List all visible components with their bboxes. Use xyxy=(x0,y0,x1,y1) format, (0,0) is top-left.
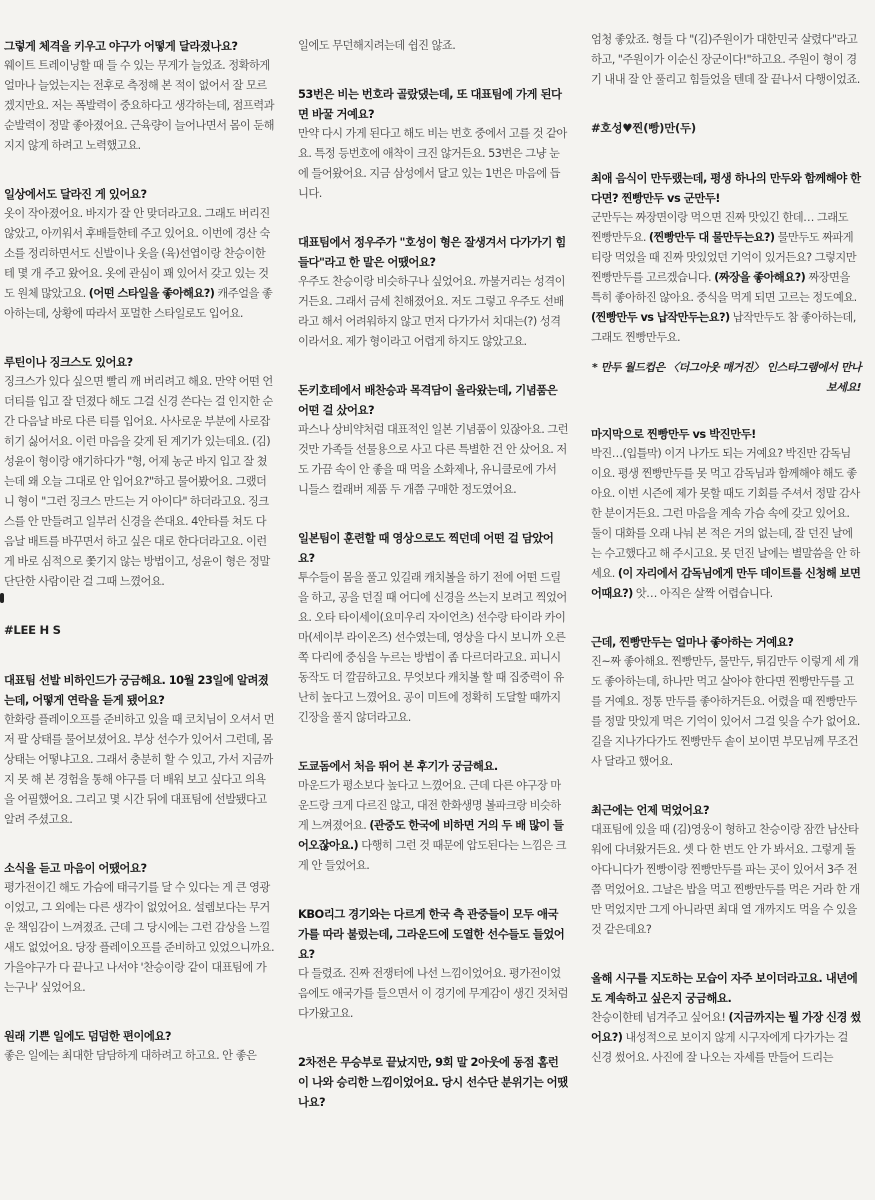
column-3 xyxy=(591,30,861,1096)
interview-answer: 박진…(입틀막) 이거 나가도 되는 거예요? 박진만 감독님이요. 평생 찐빵만두를 못 먹고 감독님과 함께해야 해도 좋아요. 이번 시즌에 제가 못할 때도 기회를 주셔서 정말 감사한 분이거든요. 그런 마음을 계속 가슴 속에 갖고 있어요. 둘이 대화를 오래 나눠 본 적은 거의 없는데, 잘 던진 날에는 수고했다고 해 주시고요. 못 던진 날에는 별말씀을 안 하세요. (이 자리에서 감독님에게 만두 데이트를 신청해 보면 어때요?) 앗… 아직은 살짝 어렵습니다. xyxy=(591,447,861,600)
interview-answer: 군만두는 짜장면이랑 먹으면 진짜 맛있긴 한데… 그래도 찐빵만두요. (찐빵만두 대 물만두는요?) 물만두도 짜파게티랑 먹었을 때 진짜 맛있었던 기억이 있거든요? 그렇지만 찐빵만두를 고르겠습니다. (짜장을 좋아해요?) 짜장면을 특히 좋아하진 않아요. 중식을 먹게 되면 고르는 정도예요. (찐빵만두 vs 납작만두는요?) 납작만두도 참 좋아하는데, 그래도 찐빵만두요. xyxy=(591,211,857,344)
interview-question: 최애 음식이 만두랬는데, 평생 하나의 만두와 함께해야 한다면? 찐빵만두 vs 군만두! xyxy=(591,171,861,205)
interview-question: 올해 시구를 지도하는 모습이 자주 보이더라고요. 내년에도 계속하고 싶은지 궁금해요. xyxy=(591,971,858,1005)
interviewer-followup: (짜장을 좋아해요?) xyxy=(714,271,806,284)
interview-answer: 진~짜 좋아해요. 찐빵만두, 물만두, 튀김만두 이렇게 세 개도 좋아하는데, 하나만 먹고 살아야 한다면 찐빵만두를 고를 거예요. 정통 만두를 좋아하거든요. 어렸을 때 찐빵만두를 정말 맛있게 먹은 기억이 있어서 그걸 잊을 수가 없어요. 길을 지나가다가도 찐빵만두 솥이 보이면 부모님께 무조건 사 달라고 했어요. xyxy=(591,655,860,768)
interview-answer: 파스나 상비약처럼 대표적인 일본 기념품이 있잖아요. 그런 것만 가족들 선물용으로 사고 다른 특별한 건 안 샀어요. 저도 가끔 속이 안 좋을 때 먹을 소화제나, 유니클로에 가서 니들스 컬래버 제품 두 개쯤 구매한 정도였어요. xyxy=(298,423,568,496)
interview-question: 루틴이나 징크스도 있어요? xyxy=(4,355,133,369)
interview-answer: 한화랑 플레이오프를 준비하고 있을 때 코치님이 오셔서 먼저 팔 상태를 물어보셨어요. 부상 선수가 있어서 그런데, 몸 상태는 어떻냐고요. 그래서 충분히 할 수 있고, 가서 지금까지 못 해 본 경험을 통해 야구를 더 배워 보고 싶다고 의욕을 어필했어요. 그리고 몇 시간 뒤에 대표팀에 선발됐다고 알려 주셨고요. xyxy=(4,713,274,826)
interviewer-followup: (찐빵만두 vs 납작만두는요?) xyxy=(591,311,730,324)
interview-question: 2차전은 무승부로 끝났지만, 9회 말 2아웃에 동점 홈런이 나와 승리한 느낌이었어요. 당시 선수단 분위기는 어땠나요? xyxy=(298,1055,568,1109)
interviewer-followup: (지금까지는 뭘 가장 신경 썼어요?) xyxy=(591,1011,861,1044)
interview-question: 그렇게 체격을 키우고 야구가 어떻게 달라졌나요? xyxy=(4,39,238,53)
interview-question: 소식을 듣고 마음이 어땠어요? xyxy=(4,861,147,875)
interview-question: 대표팀에서 정우주가 "호성이 형은 잘생겨서 다가가기 힘들다"라고 한 말은 어땠어요? xyxy=(298,235,566,269)
interview-question: 대표팀 선발 비하인드가 궁금해요. 10월 23일에 알려졌는데, 어떻게 연락을 듣게 됐어요? xyxy=(4,673,269,707)
interviewer-followup: (어떤 스타일을 좋아해요?) xyxy=(88,287,215,300)
interview-question: 마지막으로 찐빵만두 vs 박진만두! xyxy=(591,427,756,441)
interview-answer: 평가전이긴 해도 가슴에 태극기를 달 수 있다는 게 큰 영광이었고, 그 외에는 다른 생각이 없었어요. 설렘보다는 무거운 책임감이 느껴졌죠. 근데 그 당시에는 그런 감상을 느낄 새도 없었어요. 당장 플레이오프를 준비하고 있었으니까요. 가을야구가 다 끝나고 나서야 '찬승이랑 같이 대표팀에 가는구나' 싶었어요. xyxy=(4,881,274,994)
interview-answer: 대표팀에 있을 때 (김)영웅이 형하고 찬승이랑 잠깐 남산타워에 다녀왔거든요. 셋 다 한 번도 안 가 봐서요. 그렇게 돌아다니다가 찐빵이랑 찐빵만두를 파는 곳이 있어서 3주 전쯤 먹었어요. 그날은 밥을 먹고 찐빵만두를 먹은 거라 한 개만 먹었지만 그게 아니라면 최대 열 개까지도 먹을 수 있을 것 같은데요? xyxy=(591,823,860,936)
interview-question: KBO리그 경기와는 다르게 한국 측 관중들이 모두 애국가를 따라 불렀는데, 그라운드에 도열한 선수들도 들었어요? xyxy=(298,907,565,961)
interviewer-followup: (찐빵만두 대 물만두는요?) xyxy=(648,231,775,244)
interview-question: 원래 기쁜 일에도 덤덤한 편이에요? xyxy=(4,1029,172,1043)
interview-answer: 웨이트 트레이닝할 때 들 수 있는 무게가 늘었죠. 정확하게 얼마나 늘었는지는 전후로 측정해 본 적이 없어서 잘 모르겠지만요. 저는 폭발력이 중요하다고 생각하는데, 점프력과 순발력이 정말 좋아졌어요. 근육량이 늘어나면서 몸이 둔해지지 않게 하려고 노력했고요. xyxy=(4,59,274,152)
interview-answer: 옷이 작아졌어요. 바지가 잘 안 맞더라고요. 그래도 버리진 않았고, 아끼워서 후배들한테 주고 있어요. 이번에 경산 숙소를 정리하면서도 신발이나 옷을 (육)선엽이랑 찬승이한테 몇 개 주고 왔어요. 옷에 관심이 꽤 있어서 갖고 있는 것도 원체 많았고요. (어떤 스타일을 좋아해요?) 캐주얼을 좋아하는데, 상황에 따라서 포멀한 스타일로도 입어요. xyxy=(4,207,273,320)
interview-question: 53번은 비는 번호라 골랐댔는데, 또 대표팀에 가게 된다면 바꿀 거예요? xyxy=(298,87,562,121)
interview-question: 돈키호테에서 배찬승과 목격담이 올라왔는데, 기념품은 어떤 걸 샀어요? xyxy=(298,383,558,417)
interview-question: 일본팀이 훈련할 때 영상으로도 찍던데 어떤 걸 담았어요? xyxy=(298,531,554,565)
section-hashtag: #LEE H S xyxy=(4,623,61,637)
interview-answer: 마운드가 평소보다 높다고 느꼈어요. 근데 다른 야구장 마운드랑 크게 다르진 않고, 대전 한화생명 볼파크랑 비슷하게 느껴졌어요. (관중도 한국에 비하면 거의 두 배 많이 들어오잖아요.) 다행히 그런 것 때문에 압도된다는 느낌은 크게 안 들었어요. xyxy=(298,779,566,872)
interview-question: 도쿄돔에서 처음 뛰어 본 후기가 궁금해요. xyxy=(298,759,498,773)
column-1 xyxy=(4,36,274,1094)
column-2 xyxy=(298,36,568,1112)
interview-answer: 만약 다시 가게 된다고 해도 비는 번호 중에서 고를 것 같아요. 특정 등번호에 애착이 크진 않거든요. 53번은 그냥 눈에 들어왔어요. 지금 삼성에서 달고 있는 1번은 마음에 듭니다. xyxy=(298,127,567,200)
interview-answer: 우주도 찬승이랑 비슷하구나 싶었어요. 까불거리는 성격이거든요. 그래서 금세 친해졌어요. 저도 그렇고 우주도 선배라고 해서 어려워하지 않고 먼저 다가가서 치대는(?) 성격이라서요. 제가 형이라고 어렵게 하지도 않았고요. xyxy=(298,275,565,348)
section-hashtag: #호성♥찐(빵)만(두) xyxy=(591,121,696,135)
interview-question: 최근에는 언제 먹었어요? xyxy=(591,803,710,817)
interview-answer: 찬승이한테 넘겨주고 싶어요! (지금까지는 뭘 가장 신경 썼어요?) 내성적으로 보이지 않게 시구자에게 다가가는 걸 신경 썼어요. 사진에 잘 나오는 자세를 만들어 드리는 xyxy=(591,1011,861,1064)
interview-answer: 다 들렸죠. 진짜 전쟁터에 나선 느낌이었어요. 평가전이었음에도 애국가를 들으면서 이 경기에 무게감이 생긴 것처럼 다가왔고요. xyxy=(298,967,568,1020)
interview-answer: 좋은 일에는 최대한 담담하게 대하려고 하고요. 안 좋은 xyxy=(4,1049,257,1062)
interviewer-followup: (관중도 한국에 비하면 거의 두 배 많이 들어오잖아요.) xyxy=(298,819,564,852)
interview-question: 근데, 찐빵만두는 얼마나 좋아하는 거예요? xyxy=(591,635,794,649)
interview-answer: 일에도 무던해지려는데 쉽진 않죠. xyxy=(298,39,456,52)
instagram-note: * 만두 월드컵은 〈더그아웃 매거진〉 인스타그램에서 만나 보세요! xyxy=(592,361,861,394)
interview-question: 일상에서도 달라진 게 있어요? xyxy=(4,187,147,201)
interview-answer: 투수들이 몸을 풀고 있길래 캐치볼을 하기 전에 어떤 드릴을 하고, 공을 던질 때 어디에 신경을 쓰는지 보려고 찍었어요. 오타 타이세이(요미우리 자이언츠) 선수랑 타이라 카이마(세이부 라이온즈) 선수였는데, 영상을 다시 보니까 오른쪽 다리에 중심을 누르는 방법이 좀 다르더라고요. 피니시 동작도 더 깔끔하고요. 무엇보다 캐치볼 할 때 집중력이 유난히 높다고 느꼈어요. 공이 미트에 정확히 도달할 때까지 긴장을 풀지 않더라고요. xyxy=(298,571,567,724)
interview-answer: 징크스가 있다 싶으면 빨리 깨 버리려고 해요. 만약 어떤 언더티를 입고 잘 던졌다 해도 그걸 신경 쓴다는 걸 인지한 순간 다음날 바로 다른 티를 입어요. 사사로운 부분에 사로잡히기 싫어서요. 이런 마음을 갖게 된 계기가 있는데요. (김)성윤이 형이랑 얘기하다가 "형, 어제 농군 바지 입고 잘 쳤는데 왜 오늘 그대로 안 입어요?"하고 물어봤어요. 그랬더니 형이 "그런 징크스 만드는 거 아이다" 하더라고요. 징크스를 안 만들려고 일부러 신경을 쓴대요. 4안타를 쳐도 다음날 배트를 바꾸면서 하고 싶은 대로 한다더라고요. 이런 게 바로 심적으로 쫓기지 않는 방법이고, 성윤이 형은 정말 단단한 사람이란 걸 그때 느꼈어요. xyxy=(4,375,273,588)
interview-answer: 엄청 좋았죠. 형들 다 "(김)주원이가 대한민국 살렸다"라고 하고, "주원이가 이순신 장군이다!"하고요. 주원이 형이 경기 내내 잘 안 풀리고 힘들었을 텐데 잘 끝나서 다행이었죠. xyxy=(591,33,860,86)
interviewer-followup: (이 자리에서 감독님에게 만두 데이트를 신청해 보면 어때요?) xyxy=(591,567,861,600)
